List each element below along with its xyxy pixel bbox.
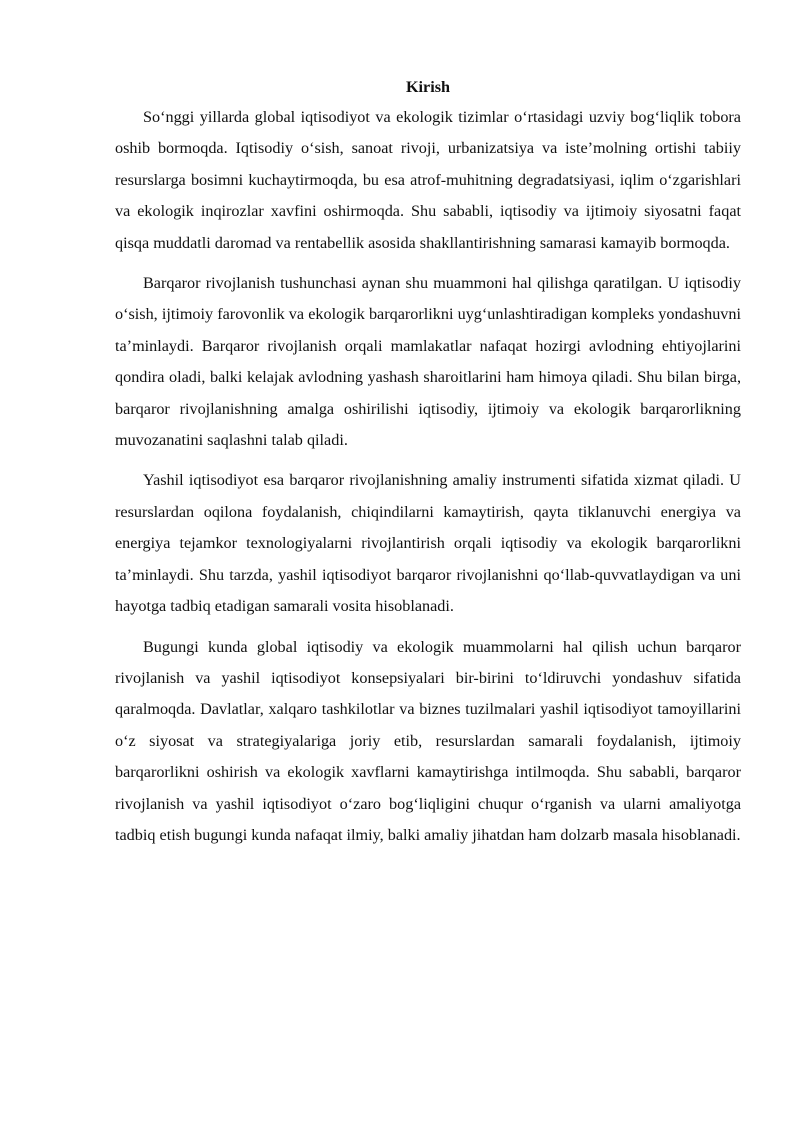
paragraph-1: So‘nggi yillarda global iqtisodiyot va ekologik tizimlar o‘rtasidagi uzviy bog‘liqlik tobora oshib bormoqda. Iqtisodiy o‘sish, sanoat rivoji, urbanizatsiya va iste’molning ortishi tabiiy resurslarga bosimni kuchaytirmoqda, bu esa atrof-muhitning degradatsiyasi, iqlim o‘zgarishlari va ekologik inqirozlar xavfini oshirmoqda. Shu sababli, iqtisodiy va ijtimoiy siyosatni faqat qisqa muddatli daromad va rentabellik asosida shakllantirishning samarasi kamayib bormoqda.: [115, 108, 741, 252]
section-title: Kirish: [405, 78, 451, 96]
paragraph-3: Yashil iqtisodiyot esa barqaror rivojlanishning amaliy instrumenti sifatida xizmat qiladi. U resurslardan oqilona foydalanish, chiqindilarni kamaytirish, qayta tiklanuvchi energiya va energiya tejamkor texnologiyalarni rivojlantirish orqali iqtisodiy va ekologik barqarorlikni ta’minlaydi. Shu tarzda, yashil iqtisodiyot barqaror rivojlanishni qo‘llab-quvvatlaydigan va uni hayotga tadbiq etadigan samarali vosita hisoblanadi.: [115, 471, 741, 616]
document-body: [115, 73, 741, 860]
paragraph-4: Bugungi kunda global iqtisodiy va ekologik muammolarni hal qilish uchun barqaror rivojlanish va yashil iqtisodiyot konsepsiyalari bir-birini to‘ldiruvchi yondashuv sifatida qaralmoqda. Davlatlar, xalqaro tashkilotlar va biznes tuzilmalari yashil iqtisodiyot tamoyillarini o‘z siyosat va strategiyalariga joriy etib, resurslardan samarali foydalanish, ijtimoiy barqarorlikni oshirish va ekologik xavflarni kamaytirishga intilmoqda. Shu sababli, barqaror rivojlanish va yashil iqtisodiyot o‘zaro bog‘liqligini chuqur o‘rganish va ularni amaliyotga tadbiq etish bugungi kunda nafaqat ilmiy, balki amaliy jihatdan ham dolzarb masala hisoblanadi.: [115, 637, 741, 844]
paragraph-2: Barqaror rivojlanish tushunchasi aynan shu muammoni hal qilishga qaratilgan. U iqtisodiy o‘sish, ijtimoiy farovonlik va ekologik barqarorlikni uyg‘unlashtiradigan kompleks yondashuvni ta’minlaydi. Barqaror rivojlanish orqali mamlakatlar nafaqat hozirgi avlodning ehtiyojlarini qondira oladi, balki kelajak avlodning yashash sharoitlarini ham himoya qiladi. Shu bilan birga, barqaror rivojlanishning amalga oshirilishi iqtisodiy, ijtimoiy va ekologik barqarorlikning muvozanatini saqlashni talab qiladi.: [115, 274, 741, 450]
